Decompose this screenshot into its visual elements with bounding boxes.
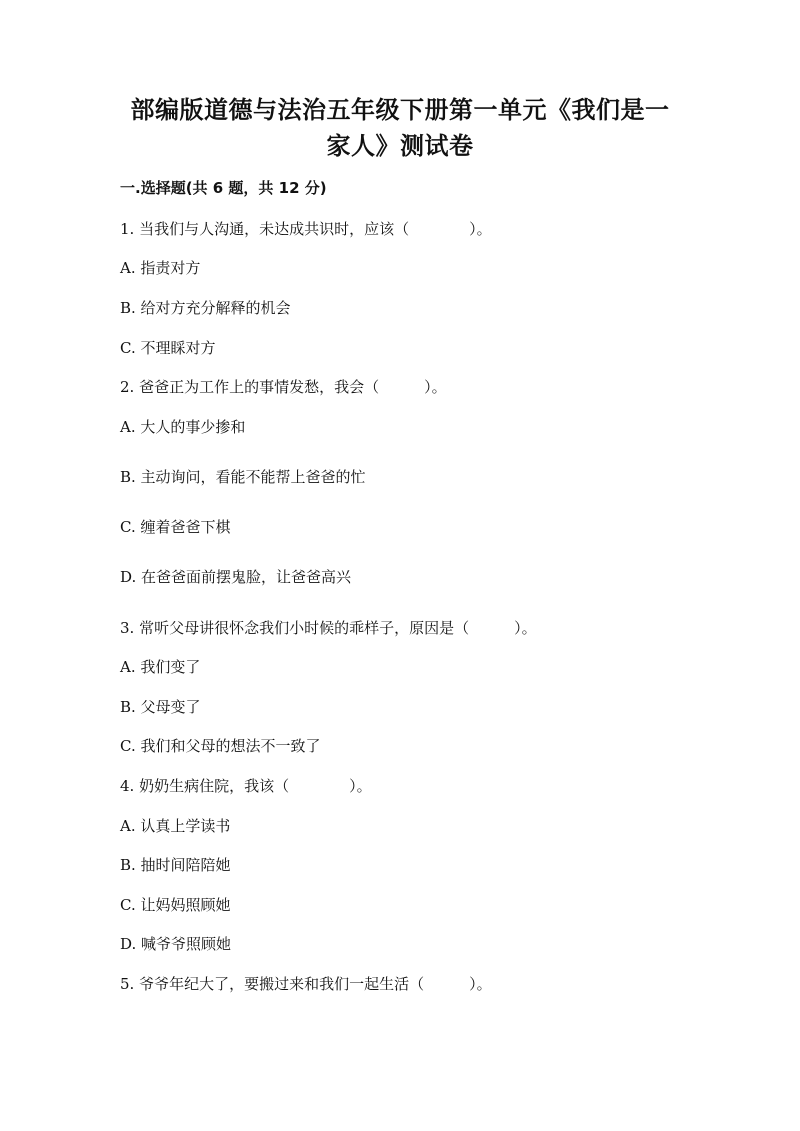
question-4-option-d: D. 喊爷爷照顾她 bbox=[120, 935, 232, 953]
question-3-option-b: B. 父母变了 bbox=[120, 698, 201, 716]
question-2-option-b: B. 主动询问，看能不能帮上爸爸的忙 bbox=[120, 468, 366, 486]
title-line-2: 家人》测试卷 bbox=[326, 131, 474, 160]
question-2-option-a: A. 大人的事少掺和 bbox=[120, 418, 246, 436]
section-heading: 一.选择题(共 6 题，共 12 分) bbox=[120, 179, 327, 197]
title-line-1: 部编版道德与法治五年级下册第一单元《我们是一 bbox=[130, 95, 670, 124]
question-4-option-b: B. 抽时间陪陪她 bbox=[120, 856, 231, 874]
question-4-stem: 4. 奶奶生病住院，我该（ ）。 bbox=[120, 777, 372, 795]
question-2-stem: 2. 爸爸正为工作上的事情发愁，我会（ ）。 bbox=[120, 378, 447, 396]
question-3-option-c: C. 我们和父母的想法不一致了 bbox=[120, 737, 321, 755]
question-5-stem: 5. 爷爷年纪大了，要搬过来和我们一起生活（ ）。 bbox=[120, 975, 492, 993]
question-2-option-d: D. 在爸爸面前摆鬼脸，让爸爸高兴 bbox=[120, 568, 352, 586]
question-1-option-c: C. 不理睬对方 bbox=[120, 339, 216, 357]
page-title bbox=[120, 92, 680, 164]
question-1-option-a: A. 指责对方 bbox=[120, 259, 201, 277]
question-4-option-a: A. 认真上学读书 bbox=[120, 817, 231, 835]
question-2-option-c: C. 缠着爸爸下棋 bbox=[120, 518, 231, 536]
question-4-option-c: C. 让妈妈照顾她 bbox=[120, 896, 231, 914]
question-3-stem: 3. 常听父母讲很怀念我们小时候的乖样子，原因是（ ）。 bbox=[120, 619, 537, 637]
question-1-stem: 1. 当我们与人沟通，未达成共识时，应该（ ）。 bbox=[120, 220, 492, 238]
question-3-option-a: A. 我们变了 bbox=[120, 658, 201, 676]
question-1-option-b: B. 给对方充分解释的机会 bbox=[120, 299, 291, 317]
